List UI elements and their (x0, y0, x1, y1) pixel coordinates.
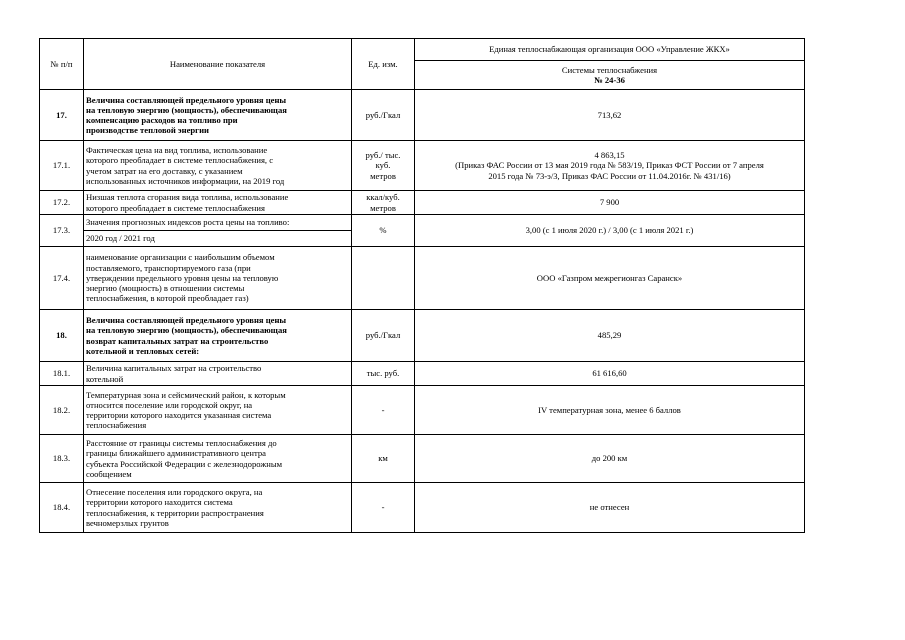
table-row (40, 483, 805, 533)
row-value: не отнесен (415, 483, 805, 533)
table-row (40, 435, 805, 483)
table-row (40, 362, 805, 386)
header-systems (415, 61, 805, 90)
row-value: 485,29 (415, 310, 805, 362)
row-unit: тыс. руб. (352, 362, 415, 386)
row-name: Низшая теплота сгорания вида топлива, использование которого преобладает в системе теплоснабжения (84, 191, 352, 215)
row-unit: руб./Гкал (352, 90, 415, 141)
row-name: Отнесение поселения или городского округа, на территории которого находится система теплоснабжения, к территории распространения вечномерзлых грунтов (84, 483, 352, 533)
row-value: 713,62 (415, 90, 805, 141)
row-name: Расстояние от границы системы теплоснабжения до границы ближайшего административного центра субъекта Российской Федерации с железнодорожным сообщением (84, 435, 352, 483)
header-unit: Ед. изм. (352, 39, 415, 90)
row-unit (352, 247, 415, 310)
table-row (40, 141, 805, 191)
header-num: № п/п (40, 39, 84, 90)
header-systems-label: Системы теплоснабжения (561, 64, 658, 75)
row-num: 17.3. (40, 215, 84, 247)
row-name: Значения прогнозных индексов роста цены на топливо: (84, 215, 352, 231)
row-num: 18.1. (40, 362, 84, 386)
row-unit: руб./ тыс. куб. метров (352, 141, 415, 191)
header-systems-num: № 24-36 (594, 75, 625, 85)
row-num: 18. (40, 310, 84, 362)
row-name: Величина капитальных затрат на строительство котельной (84, 362, 352, 386)
row-name: Фактическая цена на вид топлива, использование которого преобладает в системе теплоснабжения, с учетом затрат на его доставку, с указанием использованных источников информации, на 2019 год (84, 141, 352, 191)
indicator-table (39, 38, 805, 533)
row-unit: км (352, 435, 415, 483)
row-num: 17.4. (40, 247, 84, 310)
table-row (40, 215, 805, 231)
row-unit: % (352, 215, 415, 247)
row-unit: - (352, 386, 415, 435)
header-name: Наименование показателя (84, 39, 352, 90)
table-row (40, 90, 805, 141)
header-row (40, 39, 805, 61)
row-value: до 200 км (415, 435, 805, 483)
table-row (40, 191, 805, 215)
row-num: 17.1. (40, 141, 84, 191)
row-value: 7 900 (415, 191, 805, 215)
row-value: IV температурная зона, менее 6 баллов (415, 386, 805, 435)
row-value: 3,00 (с 1 июля 2020 г.) / 3,00 (с 1 июля 2021 г.) (415, 215, 805, 247)
row-name-sub: 2020 год / 2021 год (84, 231, 352, 247)
row-unit: руб./Гкал (352, 310, 415, 362)
row-num: 17.2. (40, 191, 84, 215)
row-unit: ккал/куб. метров (352, 191, 415, 215)
row-name: наименование организации с наибольшим объемом поставляемого, транспортируемого газа (при утверждении предельного уровня цены на тепловую энергию (мощность) в отношении системы теплоснабжения, в которой преобладает газ) (84, 247, 352, 310)
row-value: 61 616,60 (415, 362, 805, 386)
row-num: 18.3. (40, 435, 84, 483)
header-org: Единая теплоснабжающая организация ООО «Управление ЖКХ» (415, 39, 805, 61)
row-num: 17. (40, 90, 84, 141)
row-value: 4 863,15 (Приказ ФАС России от 13 мая 2019 года № 583/19, Приказ ФСТ России от 7 апреля 2015 года № 73-э/3, Приказ ФАС России от 11.04.2016г. № 431/16) (415, 141, 805, 191)
table-row (40, 310, 805, 362)
table-row (40, 386, 805, 435)
row-num: 18.4. (40, 483, 84, 533)
row-name: Величина составляющей предельного уровня цены на тепловую энергию (мощность), обеспечивающая компенсацию расходов на топливо при производстве тепловой энергии (84, 90, 352, 141)
row-value: ООО «Газпром межрегионгаз Саранск» (415, 247, 805, 310)
table-row (40, 247, 805, 310)
row-num: 18.2. (40, 386, 84, 435)
row-name: Температурная зона и сейсмический район, к которым относится поселение или городской округ, на территории которого находится указанная система теплоснабжения (84, 386, 352, 435)
row-unit: - (352, 483, 415, 533)
row-name: Величина составляющей предельного уровня цены на тепловую энергию (мощность), обеспечивающая возврат капитальных затрат на строительство котельной и тепловых сетей: (84, 310, 352, 362)
